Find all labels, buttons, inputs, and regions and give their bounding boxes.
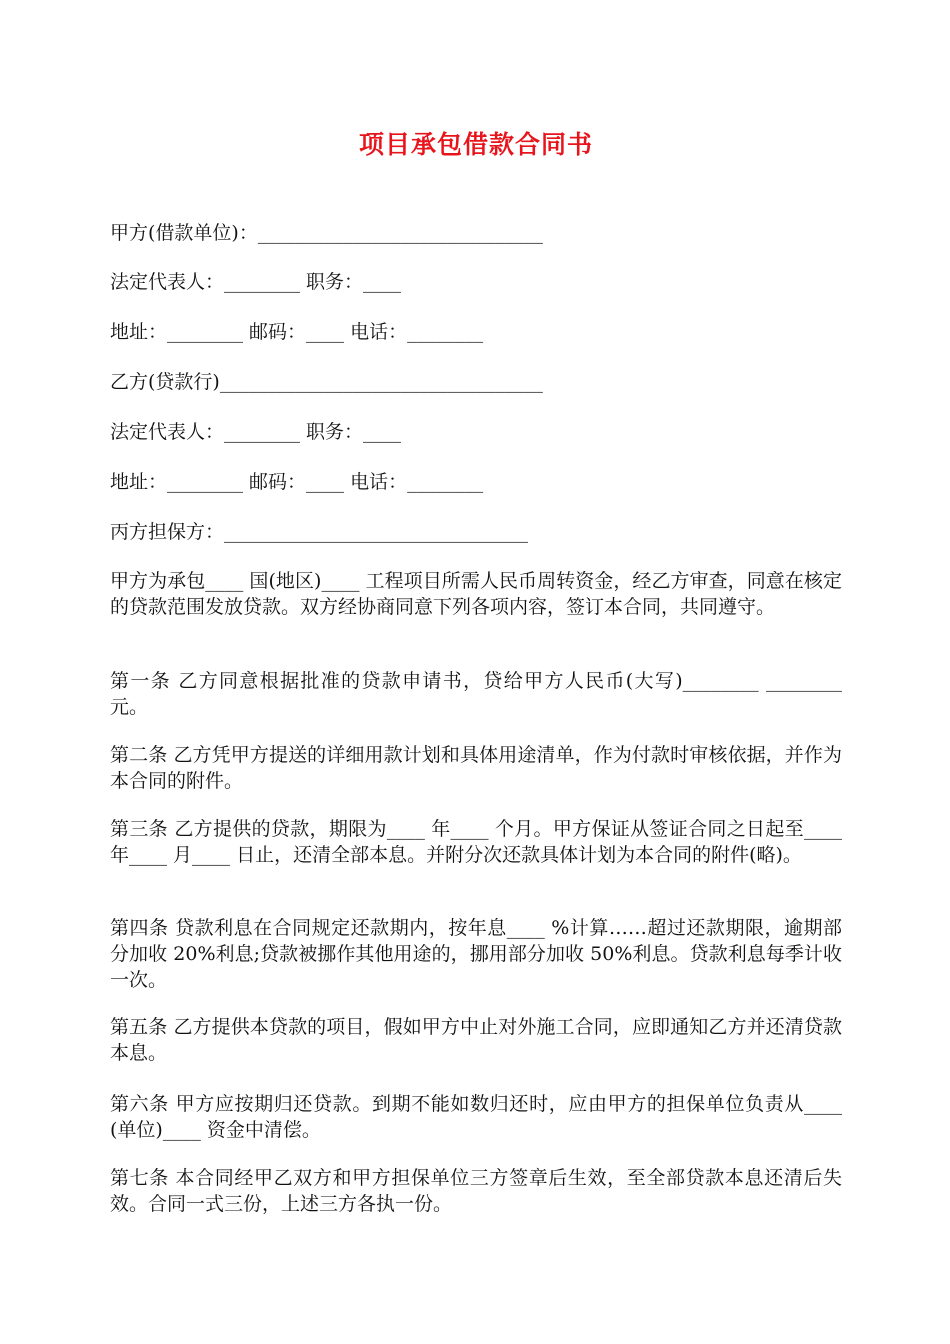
party-a-line: 甲方(借款单位)：______________________________: [110, 222, 543, 244]
party-b-representative-line: 法定代表人：________ 职务：____: [110, 421, 402, 443]
clause-7: 第七条 本合同经甲乙双方和甲方担保单位三方签章后生效，至全部贷款本息还清后失效。合同一式三份，上述三方各执一份。: [110, 1167, 842, 1215]
party-a-representative-line: 法定代表人：________ 职务：____: [110, 271, 402, 293]
party-b-line: 乙方(贷款行)__________________________________: [110, 371, 543, 393]
party-c-guarantor-line: 丙方担保方：________________________________: [110, 521, 529, 543]
clause-5: 第五条 乙方提供本贷款的项目，假如甲方中止对外施工合同，应即通知乙方并还清贷款本息。: [110, 1016, 842, 1064]
clause-6: 第六条 甲方应按期归还贷款。到期不能如数归还时，应由甲方的担保单位负责从____ (单位)____ 资金中清偿。: [110, 1093, 842, 1141]
clause-4: 第四条 贷款利息在合同规定还款期内，按年息____ %计算……超过还款期限，逾期部分加收 20%利息;贷款被挪作其他用途的，挪用部分加收 50%利息。贷款利息每季计收一次。: [110, 917, 842, 991]
clause-3: 第三条 乙方提供的贷款，期限为____ 年____ 个月。甲方保证从签证合同之日起至____ 年____ 月____ 日止，还清全部本息。并附分次还款具体计划为本合同的附件(略)。: [110, 818, 842, 866]
preamble-paragraph: 甲方为承包____ 国(地区)____ 工程项目所需人民币周转资金，经乙方审查，同意在核定的贷款范围发放贷款。双方经协商同意下列各项内容，签订本合同，共同遵守。: [110, 570, 842, 618]
clause-1: 第一条 乙方同意根据批准的贷款申请书，贷给甲方人民币(大写)________ ________ 元。: [110, 670, 842, 718]
clause-2: 第二条 乙方凭甲方提送的详细用款计划和具体用途清单，作为付款时审核依据，并作为本合同的附件。: [110, 744, 842, 792]
party-a-address-line: 地址：________ 邮码：____ 电话：________: [110, 321, 484, 343]
contract-page: [110, 0, 842, 1344]
party-b-address-line: 地址：________ 邮码：____ 电话：________: [110, 471, 484, 493]
document-title: 项目承包借款合同书: [358, 130, 593, 159]
